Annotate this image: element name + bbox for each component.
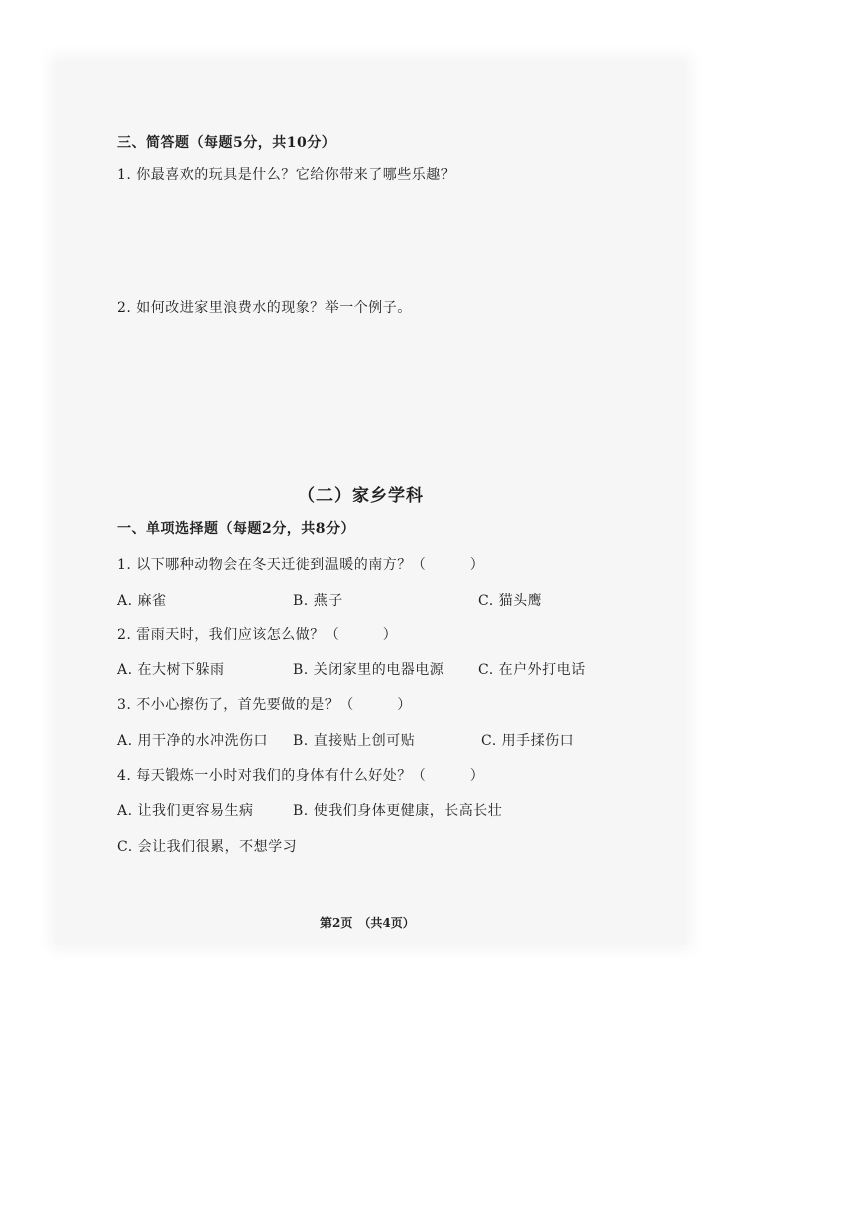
q2-option-c: C. 在户外打电话 xyxy=(478,662,586,678)
section1-heading: 一、单项选择题（每题2分，共8分） xyxy=(117,521,355,537)
q4-option-a: A. 让我们更容易生病 xyxy=(117,803,254,819)
q3-option-c: C. 用手揉伤口 xyxy=(481,733,575,749)
short-answer-question-2: 2. 如何改进家里浪费水的现象？举一个例子。 xyxy=(117,300,412,316)
q3-option-a: A. 用干净的水冲洗伤口 xyxy=(117,733,269,749)
q1-option-c: C. 猫头鹰 xyxy=(478,593,543,609)
q4-option-b: B. 使我们身体更健康，长高长壮 xyxy=(293,803,503,819)
part2-title: （二）家乡学科 xyxy=(298,486,424,506)
q2-option-a: A. 在大树下躲雨 xyxy=(117,662,225,678)
page-number: 第2页 （共4页） xyxy=(320,916,415,930)
section3-heading: 三、简答题（每题5分，共10分） xyxy=(117,135,337,151)
mc-question-2: 2. 雷雨天时，我们应该怎么做？（ ） xyxy=(117,627,398,643)
q3-option-b: B. 直接贴上创可贴 xyxy=(293,733,416,749)
short-answer-question-1: 1. 你最喜欢的玩具是什么？它给你带来了哪些乐趣？ xyxy=(117,167,456,183)
q2-option-b: B. 关闭家里的电器电源 xyxy=(293,662,445,678)
mc-question-1: 1. 以下哪种动物会在冬天迁徙到温暖的南方？（ ） xyxy=(117,557,485,573)
q4-option-c: C. 会让我们很累，不想学习 xyxy=(117,839,298,855)
q1-option-a: A. 麻雀 xyxy=(117,593,167,609)
q1-option-b: B. 燕子 xyxy=(293,593,343,609)
mc-question-3: 3. 不小心擦伤了，首先要做的是？（ ） xyxy=(117,697,412,713)
mc-question-4: 4. 每天锻炼一小时对我们的身体有什么好处？（ ） xyxy=(117,768,485,784)
